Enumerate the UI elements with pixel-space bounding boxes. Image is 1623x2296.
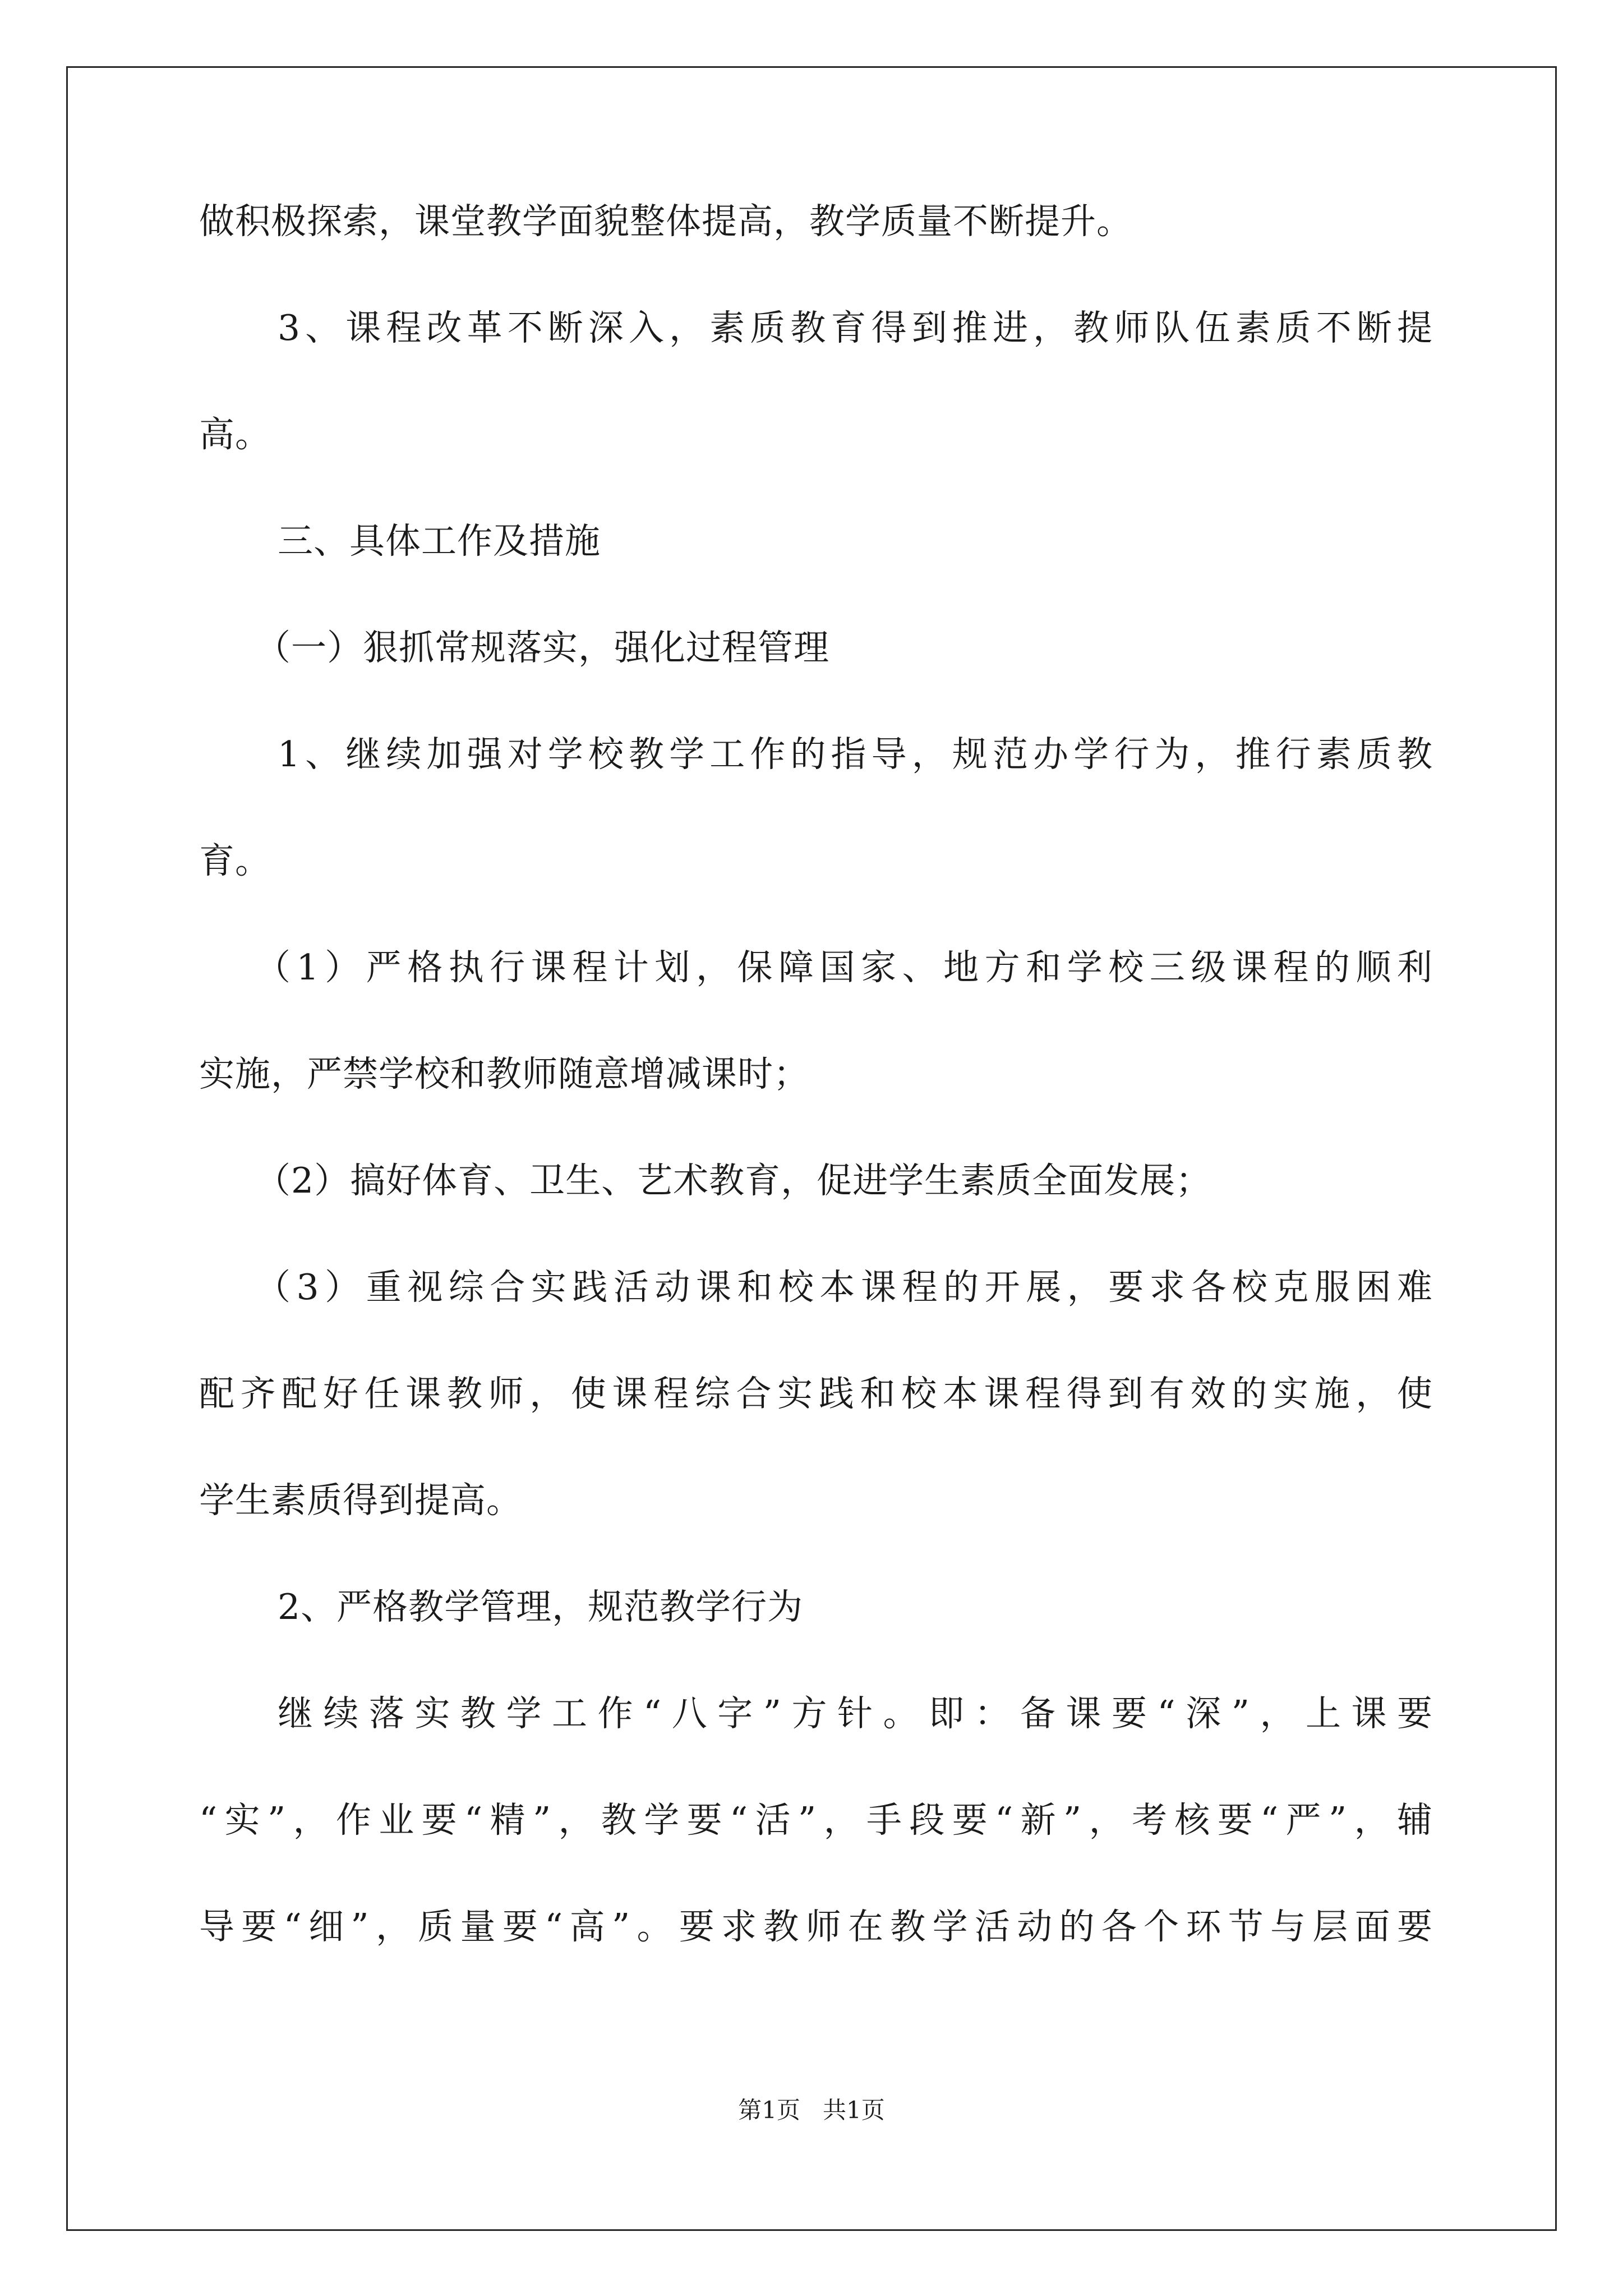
text-line-17: 导要“细”，质量要“高”。要求教师在教学活动的各个环节与层面要 [199, 1906, 1433, 1947]
text-line-16: “实”，作业要“精”，教学要“活”，手段要“新”，考核要“严”，辅 [199, 1800, 1433, 1841]
text-line-3: 高。 [199, 414, 271, 455]
text-line-1: 做积极探索，课堂教学面貌整体提高，教学质量不断提升。 [199, 201, 1132, 242]
text-line-15: 继续落实教学工作“八字”方针。即：备课要“深”，上课要 [278, 1693, 1433, 1734]
text-line-12: 配齐配好任课教师，使课程综合实践和校本课程得到有效的实施，使 [199, 1373, 1433, 1414]
text-line-10: （2）搞好体育、卫生、艺术教育，促进学生素质全面发展； [255, 1160, 1212, 1201]
section-heading: 三、具体工作及措施 [278, 521, 601, 562]
text-line-14: 2、严格教学管理，规范教学行为 [278, 1586, 804, 1627]
subsection-heading: （一）狠抓常规落实，强化过程管理 [255, 627, 829, 668]
text-line-9: 实施，严禁学校和教师随意增减课时； [199, 1053, 809, 1094]
text-line-6: 1、继续加强对学校教学工作的指导，规范办学行为，推行素质教 [278, 734, 1433, 775]
text-line-11: （3）重视综合实践活动课和校本课程的开展，要求各校克服困难 [255, 1267, 1433, 1308]
text-line-7: 育。 [199, 840, 271, 881]
text-line-8: （1）严格执行课程计划，保障国家、地方和学校三级课程的顺利 [255, 947, 1433, 988]
text-line-13: 学生素质得到提高。 [199, 1480, 522, 1521]
text-line-2: 3、课程改革不断深入，素质教育得到推进，教师队伍素质不断提 [278, 307, 1433, 348]
page-number-footer: 第1页 共1页 [738, 2096, 885, 2124]
